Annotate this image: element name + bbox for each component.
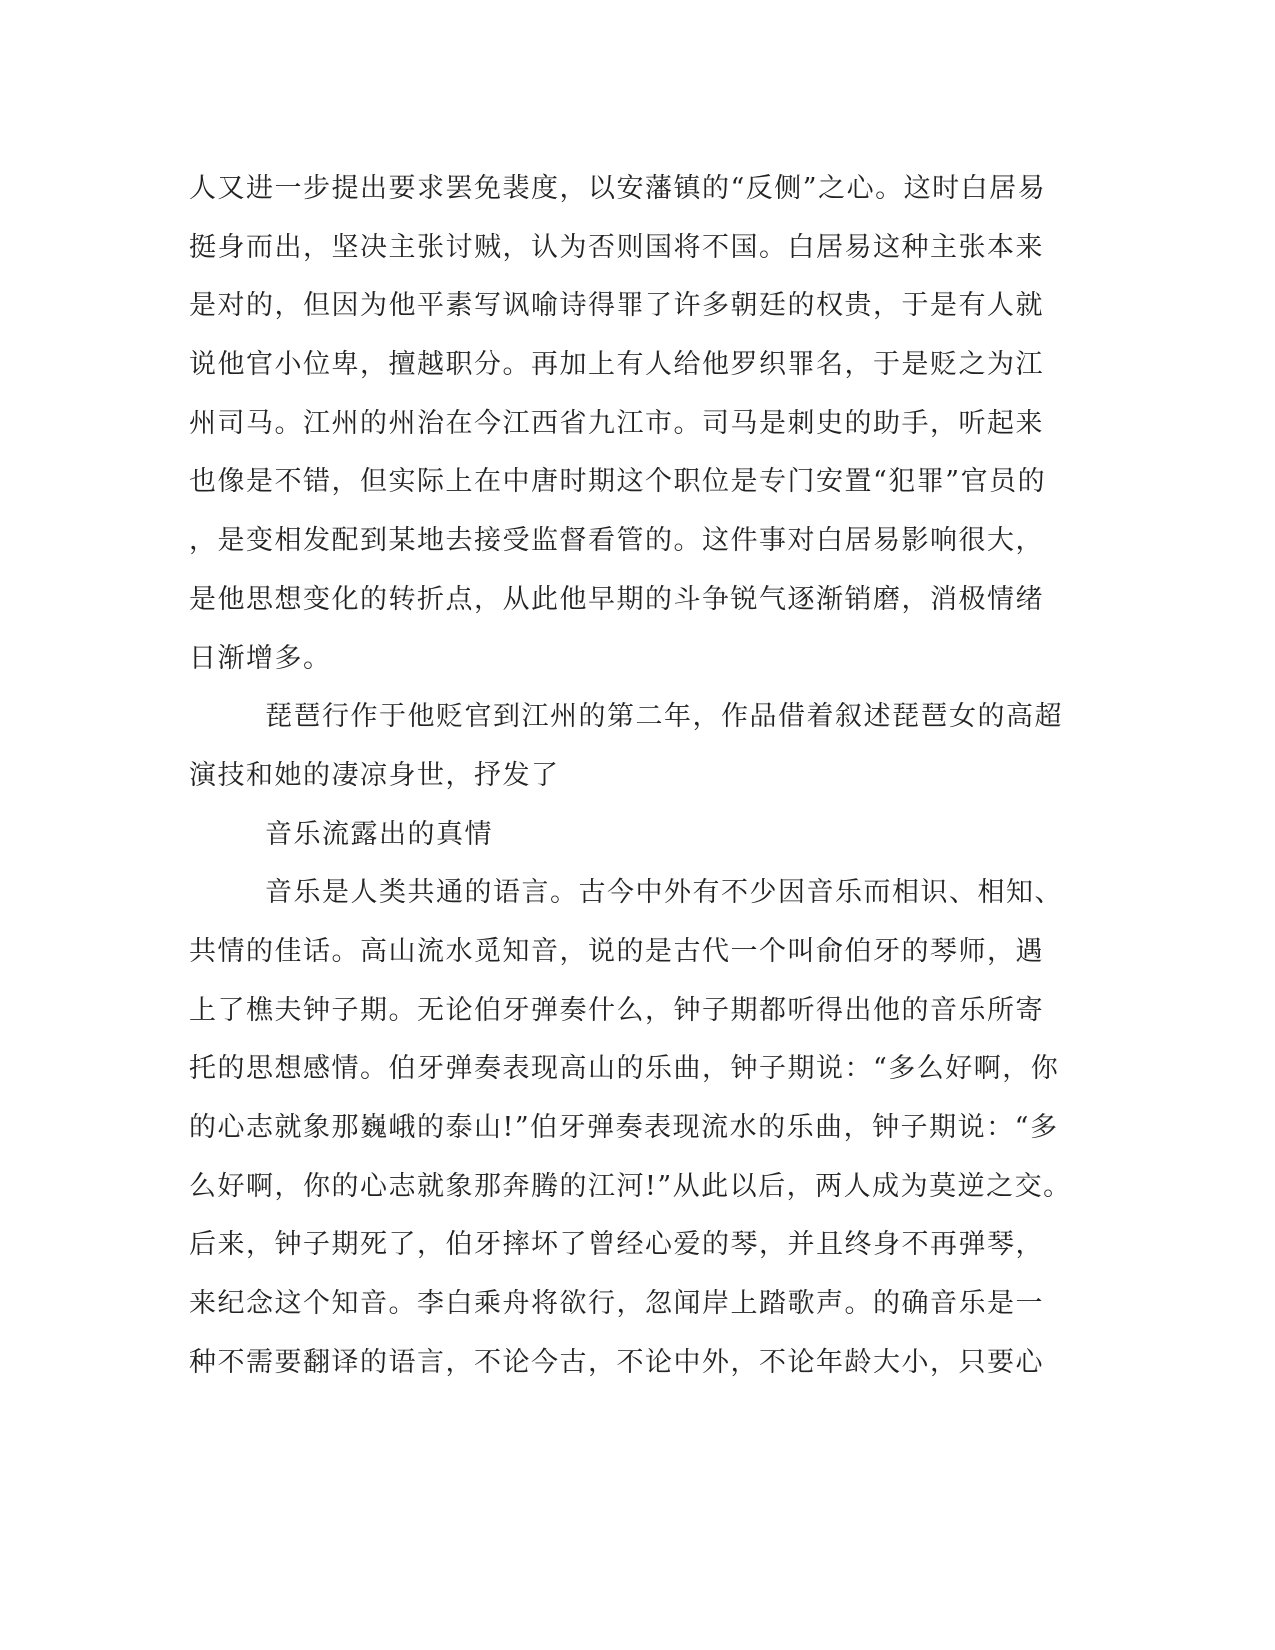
- text-line: 说他官小位卑，擅越职分。再加上有人给他罗织罪名，于是贬之为江: [189, 349, 1044, 381]
- text-line: 来纪念这个知音。李白乘舟将欲行，忽闻岸上踏歌声。的确音乐是一: [189, 1288, 1044, 1320]
- text-line: 音乐流露出的真情: [265, 818, 493, 850]
- text-line: 挺身而出，坚决主张讨贼，认为否则国将不国。白居易这种主张本来: [189, 231, 1044, 263]
- text-line: 种不需要翻译的语言，不论今古，不论中外，不论年龄大小，只要心: [189, 1346, 1044, 1378]
- text-line: 琵琶行作于他贬官到江州的第二年，作品借着叙述琵琶女的高超: [265, 701, 1063, 733]
- text-line: ，是变相发配到某地去接受监督看管的。这件事对白居易影响很大，: [189, 525, 1044, 557]
- text-line: 是他思想变化的转折点，从此他早期的斗争锐气逐渐销磨，消极情绪: [189, 583, 1044, 615]
- text-line: 托的思想感情。伯牙弹奏表现高山的乐曲，钟子期说：“多么好啊，你: [189, 1053, 1060, 1085]
- text-line: 音乐是人类共通的语言。古今中外有不少因音乐而相识、相知、: [265, 877, 1063, 909]
- body-text: [189, 160, 1089, 1392]
- text-line: 人又进一步提出要求罢免裴度，以安藩镇的“反侧”之心。这时白居易: [189, 173, 1047, 204]
- text-line: 是对的，但因为他平素写讽喻诗得罪了许多朝廷的权贵，于是有人就: [189, 290, 1044, 322]
- text-line: 演技和她的凄凉身世，抒发了: [189, 759, 560, 791]
- text-line: 上了樵夫钟子期。无论伯牙弹奏什么，钟子期都听得出他的音乐所寄: [189, 994, 1044, 1026]
- text-line: 也像是不错，但实际上在中唐时期这个职位是专门安置“犯罪”官员的: [189, 466, 1047, 498]
- text-line: 日渐增多。: [189, 642, 332, 674]
- text-line: 的心志就象那巍峨的泰山!”伯牙弹奏表现流水的乐曲，钟子期说：“多: [189, 1112, 1059, 1143]
- text-line: 么好啊，你的心志就象那奔腾的江河!”从此以后，两人成为莫逆之交。: [189, 1170, 1072, 1202]
- text-line: 共情的佳话。高山流水觅知音，说的是古代一个叫俞伯牙的琴师，遇: [189, 935, 1044, 967]
- text-line: 后来，钟子期死了，伯牙摔坏了曾经心爱的琴，并且终身不再弹琴，: [189, 1229, 1044, 1261]
- text-line: 州司马。江州的州治在今江西省九江市。司马是刺史的助手，听起来: [189, 407, 1044, 439]
